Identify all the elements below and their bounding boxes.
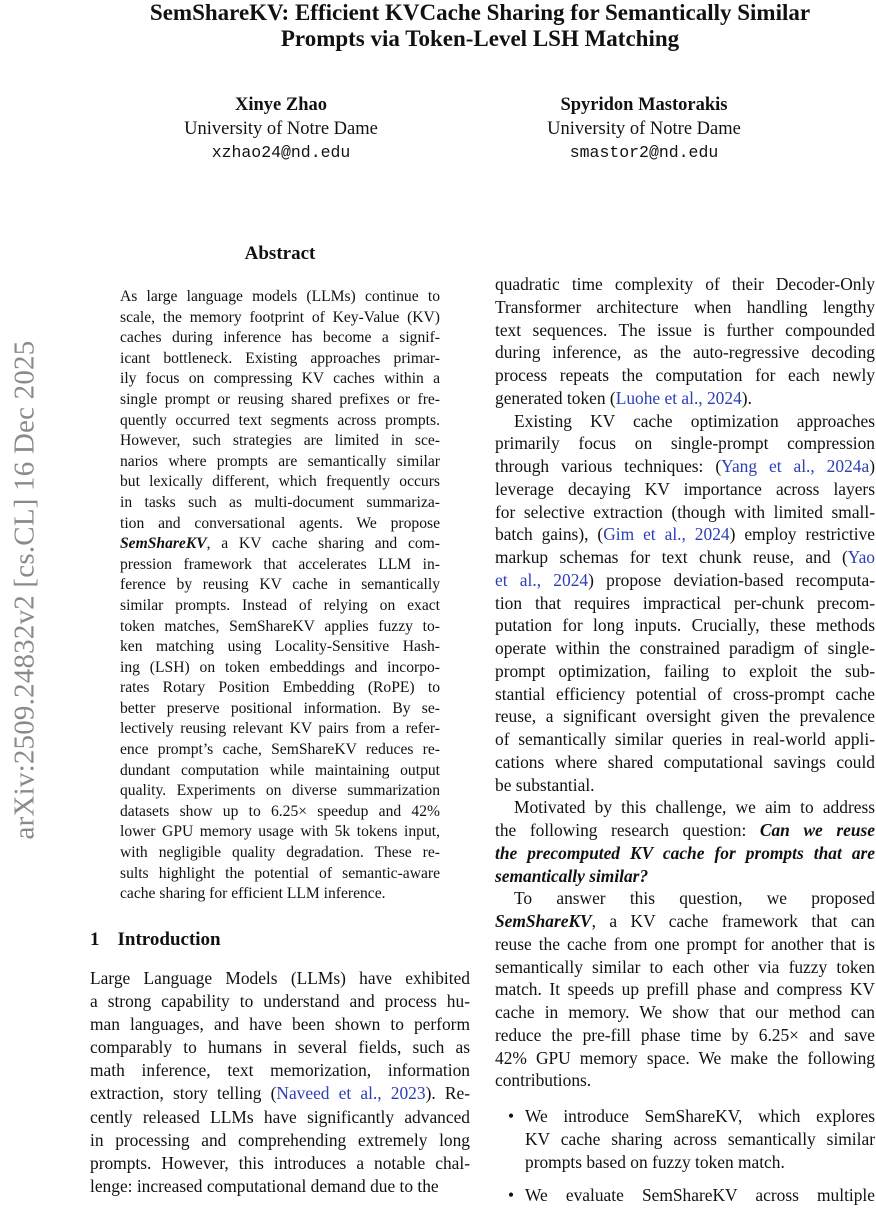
list-item xyxy=(495,1105,875,1173)
abstract-body xyxy=(120,287,440,905)
text-line: reduce the pre-fill phase time by 6.25× and save xyxy=(495,1024,875,1045)
text-line: during inference, as the auto-regressive decoding xyxy=(495,342,875,363)
text-line: caches during inference has become a signif- xyxy=(120,329,440,347)
text-line: single prompt or reusing shared prefixes or fre- xyxy=(120,390,440,408)
text-line: dundant computation while maintaining output xyxy=(120,761,440,779)
citation-link[interactable]: Luohe et al., 2024 xyxy=(615,387,742,408)
paragraph xyxy=(495,410,875,797)
text-segment: generated token ( xyxy=(495,387,616,408)
text-line: but lexically different, which frequently occurs xyxy=(120,473,440,491)
title-line: SemShareKV: Efficient KVCache Sharing for Semantically Similar xyxy=(149,0,811,25)
text-line: prompts. However, this introduces a notable chal- xyxy=(90,1152,470,1173)
text-line: of semantically similar queries in real-world appli- xyxy=(495,729,875,749)
text-line xyxy=(495,819,875,842)
text-line: semantically similar to each other via fuzzy token xyxy=(495,956,875,977)
text-line: with negligible quality degradation. These re- xyxy=(120,844,440,862)
text-line: lectively reusing relevant KV pairs from a refer- xyxy=(120,720,440,738)
text-line: contributions. xyxy=(495,1070,592,1091)
text-line: putation for long inputs. Crucially, these methods xyxy=(495,615,875,636)
author-block xyxy=(131,93,431,165)
text-line: ken matching using Locality-Sensitive Hash- xyxy=(120,638,440,656)
bullet-icon: • xyxy=(508,1185,515,1206)
text-line: Existing KV cache optimization approaches xyxy=(514,410,875,431)
text-line: cache sharing for efficient LLM inference. xyxy=(120,885,386,903)
text-segment: batch gains), ( xyxy=(495,524,604,545)
text-line: lower GPU memory usage with 5k tokens input, xyxy=(120,823,440,841)
text-line: We evaluate SemShareKV across multiple xyxy=(525,1185,875,1206)
text-line: sults highlight the potential of semantic-aware xyxy=(120,864,440,882)
section-title: Introduction xyxy=(117,929,221,950)
paragraph xyxy=(495,273,875,410)
citation-link[interactable]: Gim et al., 2024 xyxy=(603,524,730,545)
emphasis-text: SemShareKV xyxy=(120,535,207,553)
text-segment: ) propose deviation-based recomputa- xyxy=(588,569,875,590)
text-line xyxy=(495,455,875,478)
text-line: process repeats the computation for each newly xyxy=(495,365,875,385)
text-line: ference by reusing KV cache in semantically xyxy=(120,576,440,594)
text-line: reuse the cache from one prompt for another that is xyxy=(495,933,875,954)
paragraph xyxy=(495,796,875,887)
text-line xyxy=(495,546,875,569)
text-line: quadratic time complexity of their Decoder-Only xyxy=(495,274,875,294)
emphasis-text: SemShareKV xyxy=(495,911,592,931)
citation-link[interactable]: et al., 2024 xyxy=(495,569,589,590)
abstract-heading: Abstract xyxy=(244,243,316,264)
text-line xyxy=(495,387,875,410)
text-line: icant bottleneck. Existing approaches primar- xyxy=(120,349,440,367)
bullet-icon: • xyxy=(508,1106,515,1126)
emphasis-text: Can we reuse xyxy=(759,820,875,840)
title-line: Prompts via Token-Level LSH Matching xyxy=(280,26,680,51)
text-line xyxy=(120,534,440,555)
text-line: in tasks such as multi-document summariza- xyxy=(120,493,440,511)
right-paragraphs xyxy=(495,273,875,1092)
author-name: Spyridon Mastorakis xyxy=(560,95,728,115)
text-line: in processing and comprehending extremely long xyxy=(90,1129,470,1150)
text-line: primarily focus on single-prompt compression xyxy=(495,433,875,454)
text-segment: through various techniques: ( xyxy=(495,456,722,476)
text-line: ence prompt’s cache, SemShareKV reduces re- xyxy=(120,741,440,759)
author-email: xzhao24@nd.edu xyxy=(211,143,351,162)
text-line: for selective extraction (though with limited small- xyxy=(495,501,875,522)
text-line: be substantial. xyxy=(495,774,595,795)
text-line: token matches, SemShareKV applies fuzzy to- xyxy=(120,617,440,635)
text-line: Motivated by this challenge, we aim to address xyxy=(514,797,875,818)
text-segment: , a KV cache sharing and com- xyxy=(206,535,440,553)
text-line: text sequences. The issue is further compounded xyxy=(495,319,875,340)
text-line: datasets show up to 6.25× speedup and 42% xyxy=(120,802,440,820)
text-line: 42% GPU memory space. We make the following xyxy=(495,1047,875,1068)
text-line: stantial efficiency potential of cross-prompt cache xyxy=(495,683,875,704)
text-line: cently released LLMs have significantly advanced xyxy=(90,1106,470,1127)
text-line: man languages, and have been shown to perform xyxy=(90,1014,470,1035)
text-segment: , a KV cache framework that can xyxy=(591,911,875,931)
section-heading-introduction xyxy=(90,929,221,951)
text-line: match. It speeds up prefill phase and compress KV xyxy=(495,979,875,1000)
text-line: prompt optimization, failing to exploit the sub- xyxy=(495,660,875,681)
author-affiliation: University of Notre Dame xyxy=(547,119,741,139)
text-line: As large language models (LLMs) continue to xyxy=(120,288,440,305)
intro-right-column xyxy=(495,273,875,1218)
text-line: similar prompts. Instead of relying on exact xyxy=(120,596,440,614)
text-line xyxy=(495,842,875,865)
text-line: leverage decaying KV importance across layers xyxy=(495,478,875,499)
text-line: ing (LSH) on token embeddings and incorpo- xyxy=(120,658,440,676)
text-segment: ). xyxy=(741,387,752,408)
citation-link[interactable]: Yang et al., 2024a xyxy=(721,456,870,476)
text-line: lenge: increased computational demand due to the xyxy=(90,1175,439,1196)
text-line: quently occurred text segments across prompts. xyxy=(120,411,440,429)
text-line: narios where prompts are semantically similar xyxy=(120,452,440,470)
text-line: better preserve positional information. By se- xyxy=(120,699,440,717)
citation-link[interactable]: Naveed et al., 2023 xyxy=(276,1083,426,1104)
text-line: math inference, text memorization, information xyxy=(90,1060,470,1081)
text-line: operate within the constrained paradigm of single- xyxy=(495,638,875,658)
text-line: cations where shared computational savings could xyxy=(495,751,875,772)
text-line xyxy=(495,523,875,546)
text-line xyxy=(90,1082,470,1105)
text-line: Transformer architecture when handling lengthy xyxy=(495,296,875,317)
text-line: scale, the memory footprint of Key-Value (KV) xyxy=(120,308,440,326)
text-line xyxy=(495,865,875,888)
section-number: 1 xyxy=(90,929,100,950)
list-item xyxy=(495,1184,875,1207)
author-affiliation: University of Notre Dame xyxy=(184,119,378,139)
text-line: To answer this question, we proposed xyxy=(514,888,875,909)
text-line: ily focus on compressing KV caches within a xyxy=(120,370,440,388)
text-segment: ) employ restrictive xyxy=(729,524,875,545)
text-line: tion that requires impractical per-chunk precom- xyxy=(495,592,875,613)
paragraph xyxy=(90,967,470,1198)
text-line: cache in memory. We show that our method can xyxy=(495,1002,875,1022)
text-line: KV cache sharing across semantically similar xyxy=(525,1128,875,1149)
author-name: Xinye Zhao xyxy=(234,95,327,115)
text-line: rates Rotary Position Embedding (RoPE) to xyxy=(120,679,440,697)
intro-left-column xyxy=(90,967,470,1198)
text-segment: the following research question: xyxy=(495,820,760,840)
citation-link[interactable]: Yao xyxy=(847,547,875,567)
emphasis-text: semantically similar? xyxy=(495,865,649,886)
text-line: a strong capability to understand and process hu- xyxy=(90,991,470,1012)
author-block xyxy=(494,93,794,165)
paragraph xyxy=(495,887,875,1092)
paragraph xyxy=(120,287,440,905)
text-segment: ) xyxy=(869,456,875,476)
text-line: tion and conversational agents. We propose xyxy=(120,514,440,532)
text-line: comparably to humans in several fields, such as xyxy=(90,1037,470,1058)
text-line: However, such strategies are limited in sce- xyxy=(120,432,440,450)
text-line: reuse, a significant oversight given the prevalence xyxy=(495,706,875,727)
emphasis-text: the precomputed KV cache for prompts that are xyxy=(495,842,875,863)
text-line: prompts based on fuzzy token match. xyxy=(525,1151,785,1172)
text-line: quality. Experiments on diverse summarization xyxy=(120,782,440,800)
paper-title xyxy=(60,0,876,52)
text-segment: ). Re- xyxy=(425,1083,470,1104)
text-segment: extraction, story telling ( xyxy=(90,1083,277,1104)
text-line: pression framework that accelerates LLM in- xyxy=(120,555,440,573)
author-email: smastor2@nd.edu xyxy=(569,143,719,162)
text-line xyxy=(495,569,875,592)
text-line xyxy=(495,910,875,933)
text-line: We introduce SemShareKV, which explores xyxy=(525,1106,875,1126)
text-line: Large Language Models (LLMs) have exhibited xyxy=(90,968,470,988)
text-segment: markup schemas for text chunk reuse, and ( xyxy=(495,547,848,567)
contribution-list xyxy=(495,1105,875,1207)
arxiv-stamp: arXiv:2509.24832v2 [cs.CL] 16 Dec 2025 xyxy=(8,340,41,840)
